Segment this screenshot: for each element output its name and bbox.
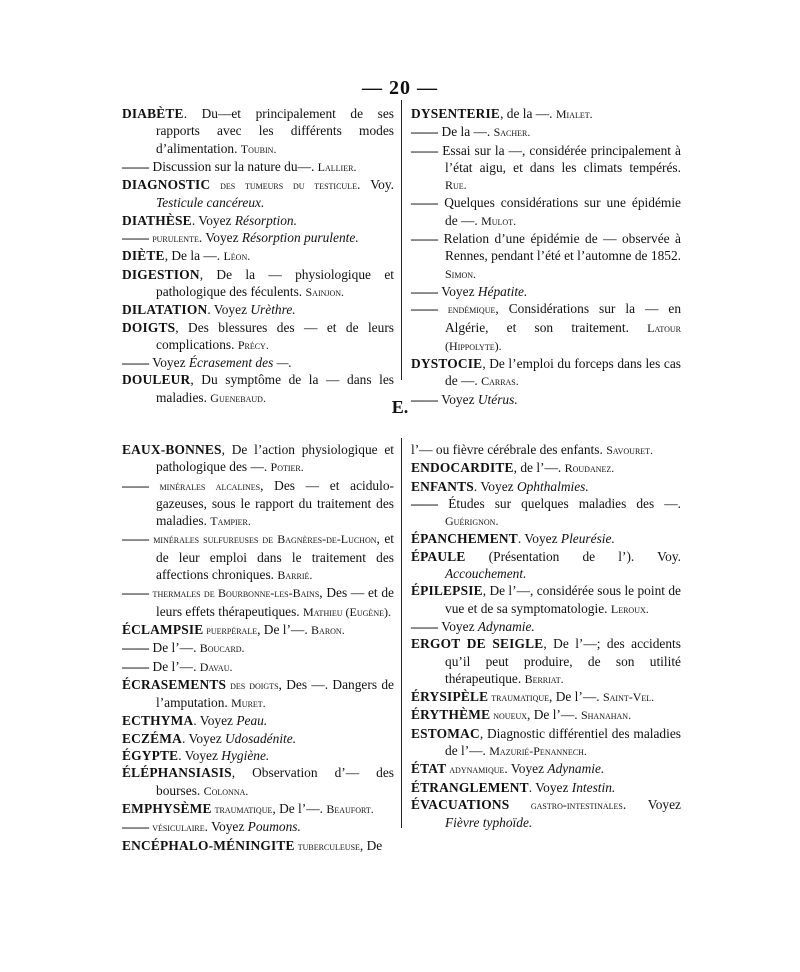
index-entry [411, 530, 681, 547]
entry-text: . Voyez [191, 212, 235, 228]
index-entry [411, 725, 681, 761]
index-entry [411, 582, 681, 618]
entry-author: Mazurié-Penannech. [489, 744, 587, 759]
entry-headword: DIGESTION [122, 266, 200, 282]
index-entry [122, 301, 394, 318]
entry-text: . Voyez [198, 230, 242, 246]
entry-text: (Présentation de l’). Voy. [465, 548, 681, 564]
index-entry [122, 712, 394, 729]
entry-cross-reference: Écrasement des —. [188, 355, 292, 371]
entry-text: . Voyez [622, 796, 681, 812]
entry-headword: ÉPANCHEMENT [411, 531, 518, 547]
column-left-bottom [122, 441, 394, 855]
column-right-bottom [411, 441, 681, 832]
entry-headword: EAUX-BONNES [122, 442, 222, 457]
entry-cross-reference: Fièvre typhoïde. [445, 815, 533, 831]
index-entry [411, 123, 681, 141]
entry-text: , De l’—; des accidents qu’il peut produire, de son utilité thérapeutique. [445, 636, 681, 686]
index-entry [122, 676, 394, 713]
entry-author: Latour (Hippolyte). [445, 320, 681, 353]
entry-author: Baron. [311, 622, 345, 637]
entry-headword: —— [411, 231, 439, 247]
entry-author: Sacher. [493, 125, 531, 140]
entry-text: , Des blessures des — et de leurs complications. [156, 319, 394, 352]
entry-text: , De l’emploi du forceps dans les cas de —. [445, 356, 681, 389]
index-entry [411, 105, 681, 123]
entry-text: , De l’—. [272, 800, 327, 816]
entry-cross-reference: Udosadénite. [225, 730, 297, 746]
entry-author: Leroux. [610, 601, 649, 616]
entry-text: Relation d’une épidémie de — observée à Rennes, pendant l’été et l’automne de 1852. [438, 231, 681, 264]
entry-headword: DIABÈTE [122, 106, 184, 121]
index-entry [122, 176, 394, 212]
entry-author: Simon. [445, 266, 477, 281]
index-entry [122, 800, 394, 818]
entry-headword: DILATATION [122, 302, 208, 318]
index-entry [122, 584, 394, 621]
index-entry [411, 548, 681, 583]
column-divider-top [401, 100, 402, 380]
entry-cross-reference: Résorption. [234, 212, 297, 228]
index-entry [122, 530, 394, 584]
entry-text: , Observation d’— des bourses. [156, 765, 394, 798]
entry-cross-reference: Testicule cancéreux. [156, 195, 265, 211]
index-entry [122, 212, 394, 229]
entry-headword: DYSTOCIE [411, 356, 483, 372]
entry-headword: —— [411, 142, 439, 158]
entry-qualifier: puerpérale [203, 622, 258, 637]
entry-author: Shanahan. [580, 708, 632, 723]
entry-author: Davau. [199, 659, 233, 674]
entry-author: Barrié. [277, 568, 313, 583]
entry-headword: —— [122, 477, 150, 493]
index-entry [411, 194, 681, 230]
entry-author: Boucard. [199, 641, 245, 656]
index-entry [411, 355, 681, 391]
section-letter: E. [391, 397, 409, 417]
entry-author: Tampier. [210, 514, 251, 529]
entry-text: . Du—et principalement de ses rapports avec les différents modes d’alimentation. [156, 106, 394, 156]
entry-text: . Voyez [178, 748, 222, 764]
entry-text: , Des — et acidulo-gazeuses, sous le rapport du traitement des maladies. [156, 477, 394, 529]
entry-cross-reference: Ophthalmies. [516, 478, 589, 494]
entry-qualifier: des doigts [226, 677, 279, 692]
index-entry [411, 441, 681, 459]
entry-headword: ENDOCARDITE [411, 460, 514, 476]
entry-cross-reference: Résorption purulente. [241, 230, 359, 246]
entry-cross-reference: Peau. [236, 713, 268, 729]
index-entry [411, 495, 681, 531]
index-entry [122, 639, 394, 657]
entry-headword: —— [411, 495, 439, 511]
entry-text: , de l’—. [513, 460, 565, 476]
entry-headword: —— [122, 819, 150, 835]
entry-headword: DOIGTS [122, 319, 176, 335]
entry-cross-reference: Adynamie. [547, 761, 605, 777]
entry-author: Rue. [445, 178, 467, 193]
entry-headword: DYSENTERIE [411, 106, 501, 121]
entry-text: Voyez [149, 355, 189, 371]
entry-cross-reference: Urèthre. [250, 302, 296, 318]
index-entry [411, 283, 681, 300]
index-entry [122, 818, 394, 836]
entry-author: Lallier. [317, 159, 357, 174]
entry-author: Précy. [237, 337, 269, 352]
column-right-top [411, 105, 681, 408]
entry-author: Sainjon. [305, 284, 345, 299]
index-entry [411, 230, 681, 283]
entry-text: . Voyez [204, 819, 248, 835]
entry-headword: ÉRYTHÈME [411, 707, 491, 723]
entry-headword: ÉPILEPSIE [411, 583, 483, 599]
entry-headword: —— [122, 158, 150, 174]
entry-text: , Considérations sur la — en Algérie, et son traitement. [445, 301, 682, 335]
index-entry [122, 229, 394, 247]
entry-text: . Voyez [181, 730, 226, 746]
entry-headword: ÉTRANGLEMENT [411, 779, 529, 795]
entry-headword: ÉTAT [411, 761, 447, 777]
entry-headword: —— [411, 618, 439, 634]
column-left-top [122, 105, 394, 407]
entry-author: Carras. [481, 374, 519, 389]
entry-headword: ERGOT DE SEIGLE [411, 636, 544, 652]
entry-headword: —— [411, 301, 439, 317]
index-entry [411, 760, 681, 778]
entry-text: , Du symptôme de la — dans les maladies. [156, 372, 394, 405]
index-entry [122, 764, 394, 800]
index-entry [122, 319, 394, 355]
entry-qualifier: endémique [438, 302, 496, 317]
entry-text: , Diagnostic différentiel des maladies de l’—. [445, 725, 681, 759]
column-divider-bottom [401, 438, 402, 828]
entry-text: De la —. [438, 124, 494, 140]
entry-author: Muret. [231, 696, 266, 711]
entry-author: Guérignon. [445, 514, 499, 529]
entry-text: , De l’action physiologique et pathologique des —. [156, 442, 394, 475]
entry-text: Essai sur la —, considérée principalement à l’état aigu, et dans les climats tempérés. [438, 142, 681, 175]
entry-text: Voyez [438, 283, 478, 299]
entry-headword: DIAGNOSTIC [122, 177, 211, 193]
entry-headword: ENFANTS [411, 478, 474, 494]
entry-headword: ÉRYSIPÈLE [411, 689, 489, 705]
entry-headword: ÉCLAMPSIE [122, 621, 204, 637]
index-entry [411, 618, 681, 635]
entry-text: , De l’—. [549, 689, 603, 705]
entry-author: Berriat. [524, 671, 564, 686]
entry-text: , De l’—, considérée sous le point de vue et de sa symptomatologie. [445, 583, 681, 616]
entry-text: . Voyez [193, 713, 237, 729]
entry-cross-reference: Poumons. [247, 819, 301, 835]
entry-text: Voyez [438, 618, 478, 634]
entry-cross-reference: Accouchement. [445, 566, 527, 582]
page-number: — 20 — [362, 77, 438, 99]
entry-text: , De l’—. [527, 707, 581, 723]
entry-headword: —— [122, 230, 150, 246]
entry-cross-reference: Utérus. [477, 391, 518, 407]
entry-text: Quelques considérations sur une épidémie de —. [438, 195, 681, 228]
entry-headword: ÉCRASEMENTS [122, 676, 227, 692]
entry-qualifier: noueux [490, 708, 528, 723]
index-entry [122, 441, 394, 477]
index-entry [411, 635, 681, 688]
entry-cross-reference: Hépatite. [477, 283, 528, 299]
entry-headword: EMPHYSÈME [122, 800, 212, 816]
entry-headword: ÉPAULE [411, 548, 466, 564]
entry-author: Toubin. [240, 141, 277, 156]
entry-cross-reference: Hygiène. [221, 748, 270, 764]
entry-text: De l’—. [149, 640, 200, 656]
index-entry [411, 142, 681, 195]
entry-author: Mialet. [555, 107, 593, 121]
entry-text: , de la —. [500, 106, 556, 121]
entry-author: Colonna. [203, 783, 249, 798]
entry-text: , Des — et de leurs effets thérapeutiques. [156, 585, 394, 619]
entry-text: Études sur quelques maladies des —. [438, 495, 681, 511]
entry-headword: —— [122, 658, 150, 674]
entry-qualifier: thermales de Bourbonne-les-Bains [149, 586, 320, 601]
entry-author: Mulot. [481, 213, 517, 228]
entry-headword: ESTOMAC [411, 725, 480, 741]
entry-text: , Des —. Dangers de l’amputation. [156, 676, 395, 711]
entry-text: , De l’—. [257, 621, 312, 637]
entry-qualifier: adynamique [446, 762, 505, 777]
entry-text: Discussion sur la nature du—. [149, 158, 318, 174]
entry-qualifier: traumatique [211, 801, 273, 816]
entry-headword: ÉLÉPHANSIASIS [122, 765, 232, 781]
index-entry [122, 477, 394, 531]
entry-author: Saint-Vel. [602, 690, 655, 705]
entry-qualifier: tuberculeuse [294, 838, 360, 853]
entry-text: . Voyez [504, 761, 548, 777]
index-entry [122, 266, 394, 302]
index-entry [122, 730, 394, 747]
entry-text: . Voyez [528, 779, 572, 795]
entry-headword: DIÈTE [122, 248, 165, 264]
entry-headword: DIATHÈSE [122, 212, 192, 228]
entry-qualifier: minérales alcalines [149, 478, 261, 493]
entry-headword: —— [411, 283, 439, 299]
entry-headword: ECZÉMA [122, 730, 182, 746]
index-entry [122, 105, 394, 158]
entry-author: Roudanez. [564, 461, 615, 476]
index-entry [411, 706, 681, 724]
index-entry [411, 300, 681, 355]
entry-headword: ÉVACUATIONS [411, 796, 510, 812]
entry-qualifier: purulente [149, 231, 199, 246]
entry-author: Mathieu (Eugène). [303, 604, 391, 619]
entry-headword: ENCÉPHALO-MÉNINGITE [122, 837, 295, 853]
entry-author: Potier. [270, 460, 304, 475]
index-entry [122, 747, 394, 764]
entry-text: , De la — physiologique et pathologique des féculents. [156, 266, 394, 299]
index-entry [122, 247, 394, 265]
index-entry [411, 688, 681, 706]
entry-author: Beaufort. [326, 801, 374, 816]
entry-headword: DOULEUR [122, 372, 191, 388]
entry-qualifier: des tumeurs du testicule [210, 178, 357, 193]
entry-text: . Voyez [473, 478, 517, 494]
entry-cross-reference: Pleurésie. [560, 531, 615, 547]
entry-qualifier: gastro-intestinales [509, 797, 623, 812]
entry-headword: —— [122, 640, 150, 656]
entry-text: , De la —. [164, 248, 224, 264]
entry-qualifier: minérales sulfureuses de Bagnères-de-Luchon [149, 532, 377, 547]
index-entry [411, 459, 681, 477]
entry-headword: ECTHYMA [122, 713, 194, 729]
entry-headword: —— [122, 355, 150, 371]
entry-qualifier: vésiculaire [149, 820, 205, 835]
entry-text: De l’—. [149, 658, 200, 674]
entry-author: Léon. [223, 249, 251, 264]
entry-cross-reference: Intestin. [571, 779, 616, 795]
index-entry [122, 837, 394, 855]
index-entry [411, 779, 681, 796]
entry-text: , et de leur emploi dans le traitement des affections chroniques. [156, 531, 394, 583]
entry-headword: —— [122, 585, 150, 601]
entry-qualifier: traumatique [488, 690, 550, 705]
entry-headword: —— [411, 391, 439, 407]
index-entry [122, 621, 394, 639]
entry-text: l’— ou fièvre cérébrale des enfants. [411, 442, 607, 457]
index-entry [411, 478, 681, 495]
entry-text: . Voyez [517, 531, 561, 547]
entry-headword: —— [122, 531, 150, 547]
entry-headword: —— [411, 124, 439, 140]
entry-cross-reference: Adynamie. [477, 618, 535, 634]
entry-text: , De [359, 837, 383, 853]
index-entry [122, 658, 394, 676]
entry-text: . Voy. [356, 177, 395, 193]
entry-headword: ÉGYPTE [122, 748, 179, 764]
entry-headword: —— [411, 195, 439, 211]
entry-text: . Voyez [207, 302, 251, 318]
index-entry [122, 158, 394, 176]
entry-author: Savouret. [606, 443, 654, 457]
index-entry [411, 796, 681, 832]
index-entry [122, 354, 394, 371]
entry-text: Voyez [438, 391, 478, 407]
entry-author: Guenebaud. [210, 390, 266, 405]
